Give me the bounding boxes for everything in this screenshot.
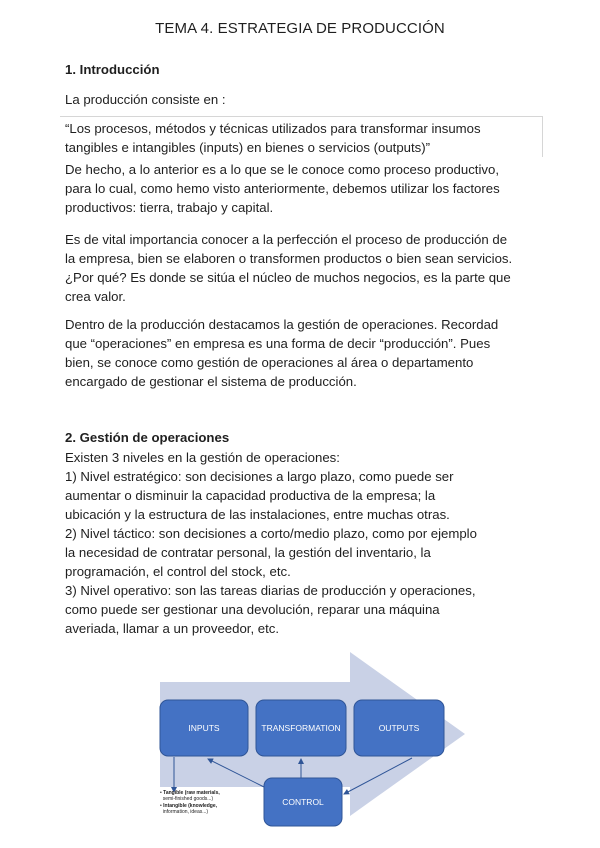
paragraph-line: encargado de gestionar el sistema de producción. [65,374,357,389]
inputs-bullet-list [160,790,220,816]
section-heading-introduccion: 1. Introducción [65,62,160,77]
paragraph-line: la empresa, bien se elaboren o transformen productos o bien sean servicios. [65,251,513,266]
page-title: TEMA 4. ESTRATEGIA DE PRODUCCIÓN [155,20,445,37]
niveles-list [65,448,545,638]
transformation-label: TRANSFORMATION [261,723,341,733]
paragraph-line: que “operaciones” en empresa es una forma de decir “producción”. Pues [65,336,491,351]
list-line: averiada, llamar a un proveedor, etc. [65,621,280,636]
control-label: CONTROL [282,797,324,807]
paragraph-line: Dentro de la producción destacamos la gestión de operaciones. Recordad [65,317,499,332]
outputs-label: OUTPUTS [378,723,420,733]
bullet-intangible-detail: information, ideas...) [162,809,209,816]
paragraph-line: crea valor. [65,289,126,304]
list-line: Existen 3 niveles en la gestión de operaciones: [65,450,340,465]
list-line: 1) Nivel estratégico: son decisiones a largo plazo, como puede ser [65,469,454,484]
paragraph-line: para lo cual, como hemo visto anteriormente, debemos utilizar los factores [65,181,500,196]
paragraph-importancia [65,230,545,306]
bullet-line: • Tangible (raw materials, [160,790,220,796]
list-line: 3) Nivel operativo: son las tareas diarias de producción y operaciones, [65,583,476,598]
definition-quote [65,119,545,157]
bullet-intangible: Intangible (knowledge, [163,802,218,809]
list-line: 2) Nivel táctico: son decisiones a corto/medio plazo, como por ejemplo [65,526,477,541]
paragraph-gestion-operaciones [65,315,545,391]
section-heading-gestion: 2. Gestión de operaciones [65,430,230,445]
bullet-line: • Intangible (knowledge, [160,802,218,809]
list-line: como puede ser gestionar una devolución, reparar una máquina [65,602,440,617]
list-line: ubicación y la estructura de las instalaciones, entre muchas otras. [65,507,450,522]
bullet-tangible: Tangible (raw materials, [163,790,220,796]
quote-line: “Los procesos, métodos y técnicas utilizados para transformar insumos [65,121,481,136]
intro-sentence: La producción consiste en : [65,92,226,107]
list-line: la necesidad de contratar personal, la gestión del inventario, la [65,545,431,560]
list-line: aumentar o disminuir la capacidad productiva de la empresa; la [65,488,436,503]
paragraph-line: ¿Por qué? Es donde se sitúa el núcleo de muchos negocios, es la parte que [65,270,511,285]
paragraph-line: Es de vital importancia conocer a la perfección el proceso de producción de [65,232,508,247]
paragraph-line: productivos: tierra, trabajo y capital. [65,200,274,215]
quote-line: tangibles e intangibles (inputs) en bienes o servicios (outputs)” [65,140,431,155]
bullet-line [160,809,220,815]
bullet-tangible-detail: semi-finished goods...) [162,796,214,803]
inputs-label: INPUTS [188,723,220,733]
paragraph-line: bien, se conoce como gestión de operaciones al área o departamento [65,355,474,370]
list-line: programación, el control del stock, etc. [65,564,291,579]
paragraph-proceso-productivo [65,160,545,217]
paragraph-line: De hecho, a lo anterior es a lo que se le conoce como proceso productivo, [65,162,499,177]
